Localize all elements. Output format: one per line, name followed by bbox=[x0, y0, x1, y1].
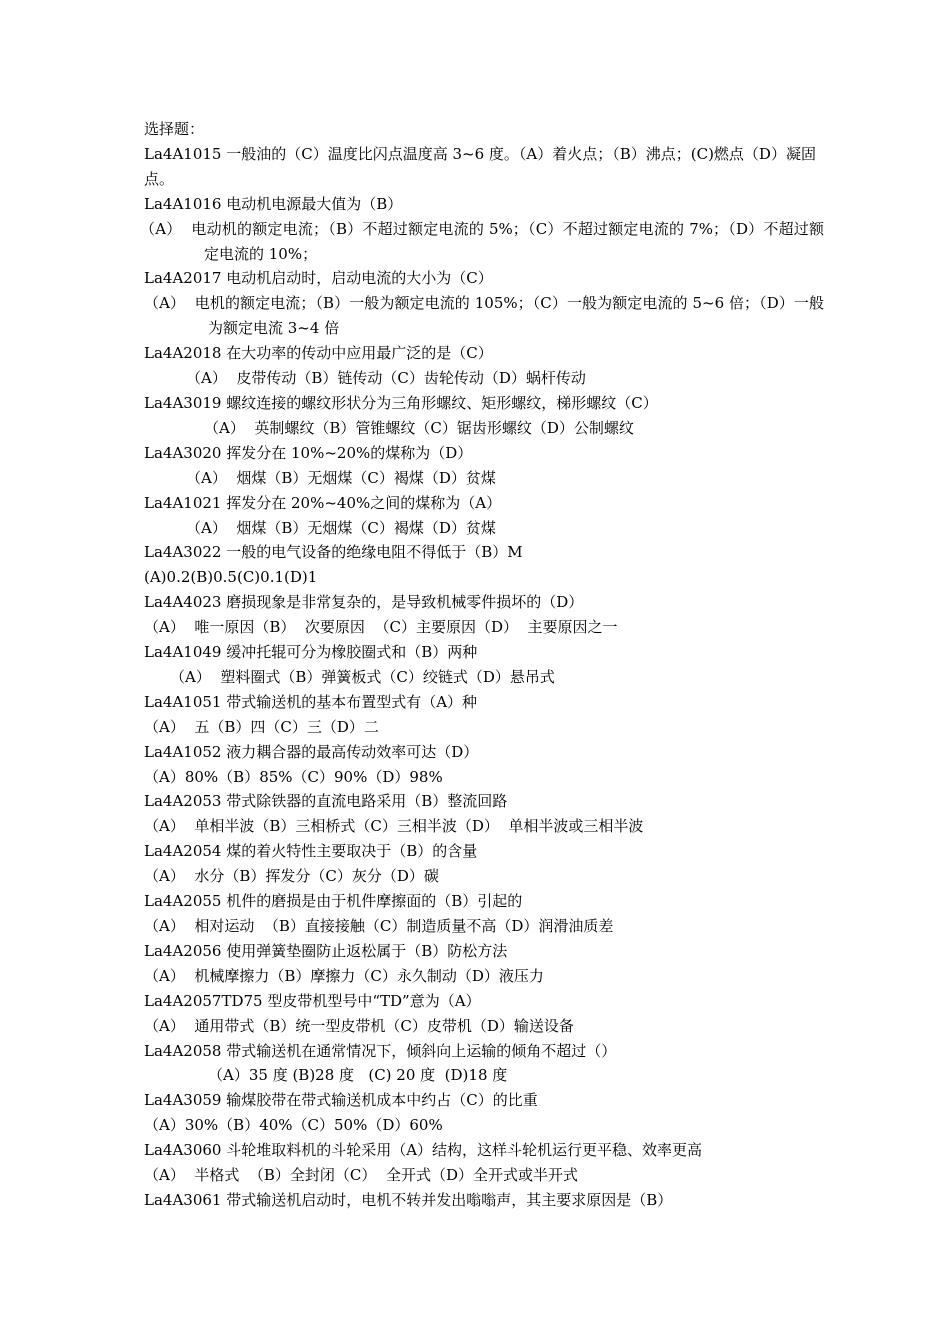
answer-options: （A） 单相半波（B）三相桥式（C）三相半波（D） 单相半波或三相半波 bbox=[144, 817, 644, 836]
question-text: La4A2058 带式输送机在通常情况下，倾斜向上运输的倾角不超过（） bbox=[144, 1041, 617, 1060]
question-text: La4A1016 电动机电源最大值为（B） bbox=[144, 194, 403, 213]
answer-options: （A）35 度 (B)28 度 (C) 20 度 (D)18 度 bbox=[208, 1066, 508, 1085]
question-text: La4A3061 带式输送机启动时，电机不转并发出嗡嗡声，其主要求原因是（B） bbox=[144, 1190, 673, 1209]
question-text: La4A3022 一般的电气设备的绝缘电阻不得低于（B）M bbox=[144, 543, 523, 562]
question-text: La4A2056 使用弹簧垫圈防止返松属于（B）防松方法 bbox=[144, 941, 508, 960]
answer-options: （A）80%（B）85%（C）90%（D）98% bbox=[144, 767, 443, 786]
answer-options: （A） 通用带式（B）统一型皮带机（C）皮带机（D）输送设备 bbox=[144, 1016, 574, 1035]
answer-options: （A） 英制螺纹（B）管锥螺纹（C）锯齿形螺纹（D）公制螺纹 bbox=[204, 418, 634, 437]
question-text: La4A3019 螺纹连接的螺纹形状分为三角形螺纹、矩形螺纹，梯形螺纹（C） bbox=[144, 393, 658, 412]
question-text: La4A2018 在大功率的传动中应用最广泛的是（C） bbox=[144, 344, 493, 363]
answer-options: （A） 烟煤（B）无烟煤（C）褐煤（D）贫煤 bbox=[186, 468, 496, 487]
answer-options: （A） 机械摩擦力（B）摩擦力（C）永久制动（D）液压力 bbox=[144, 966, 544, 985]
answer-options: （A） 烟煤（B）无烟煤（C）褐煤（D）贫煤 bbox=[186, 518, 496, 537]
answer-options: （A） 电机的额定电流；（B）一般为额定电流的 105%；（C）一般为额定电流的 5~6 倍；（D）一般为额定电流 3~4 倍 bbox=[144, 294, 824, 338]
question-text: La4A1052 液力耦合器的最高传动效率可达（D） bbox=[144, 742, 479, 761]
section-heading: 选择题： bbox=[144, 120, 205, 138]
answer-options: （A） 塑料圈式（B）弹簧板式（C）绞链式（D）悬吊式 bbox=[170, 667, 555, 686]
question-text: La4A2017 电动机启动时，启动电流的大小为（C） bbox=[144, 269, 493, 288]
answer-options: （A） 唯一原因（B） 次要原因 （C）主要原因（D） 主要原因之一 bbox=[144, 618, 618, 637]
question-text: La4A3020 挥发分在 10%~20%的煤称为（D） bbox=[144, 443, 473, 462]
answer-options: （A） 电动机的额定电流；（B）不超过额定电流的 5%；（C）不超过额定电流的 7%；（D）不超过额定电流的 10%； bbox=[140, 219, 824, 263]
question-list bbox=[140, 117, 824, 1213]
question-text: La4A2053 带式除铁器的直流电路采用（B）整流回路 bbox=[144, 792, 508, 811]
question-text: La4A2054 煤的着火特性主要取决于（B）的含量 bbox=[144, 842, 478, 861]
question-text: La4A2055 机件的磨损是由于机件摩擦面的（B）引起的 bbox=[144, 892, 523, 911]
answer-options: （A） 水分（B）挥发分（C）灰分（D）碳 bbox=[144, 867, 439, 886]
question-text: La4A2057TD75 型皮带机型号中“TD”意为（A） bbox=[144, 991, 481, 1010]
question-text: La4A1021 挥发分在 20%~40%之间的煤称为（A） bbox=[144, 493, 502, 512]
question-text: La4A4023 磨损现象是非常复杂的，是导致机械零件损坏的（D） bbox=[144, 593, 584, 612]
answer-options: （A） 相对运动 （B）直接接触（C）制造质量不高（D）润滑油质差 bbox=[144, 917, 614, 935]
question-text: La4A1015 一般油的（C）温度比闪点温度高 3~6 度。（A）着火点；（B）沸点；(C)燃点（D）凝固点。 bbox=[144, 144, 816, 188]
question-text: La4A1051 带式输送机的基本布置型式有（A）种 bbox=[144, 692, 478, 711]
question-text: La4A1049 缓冲托辊可分为橡胶圈式和（B）两种 bbox=[144, 643, 478, 662]
answer-options: （A） 半格式 （B）全封闭（C） 全开式（D）全开式或半开式 bbox=[144, 1166, 578, 1185]
answer-options: (A)0.2(B)0.5(C)0.1(D)1 bbox=[144, 568, 318, 587]
answer-options: （A） 皮带传动（B）链传动（C）齿轮传动（D）蜗杆传动 bbox=[186, 369, 586, 388]
answer-options: （A） 五（B）四（C）三（D）二 bbox=[144, 717, 379, 736]
answer-options: （A）30%（B）40%（C）50%（D）60% bbox=[144, 1116, 443, 1135]
question-text: La4A3060 斗轮堆取料机的斗轮采用（A）结构，这样斗轮机运行更平稳、效率更高 bbox=[144, 1141, 703, 1160]
question-text: La4A3059 输煤胶带在带式输送机成本中约占（C）的比重 bbox=[144, 1091, 538, 1110]
